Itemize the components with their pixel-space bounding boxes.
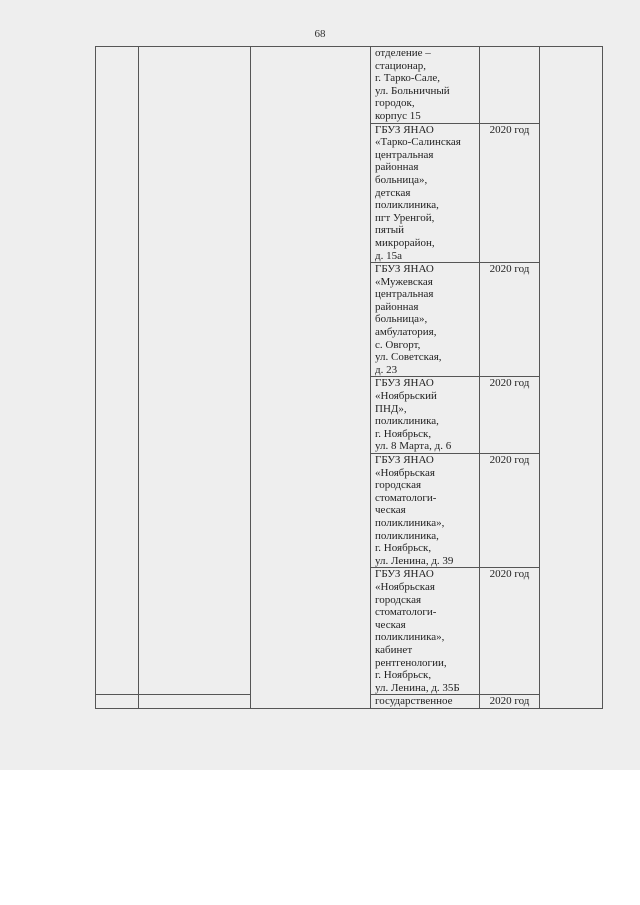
page-number: 68 — [314, 28, 326, 40]
table-row — [96, 47, 603, 124]
cell-number — [96, 695, 139, 709]
cell-location: отделение – стационар, г. Тарко-Сале, ул. Больничный городок, корпус 15 — [371, 47, 480, 124]
cell-location: ГБУЗ ЯНАО «Ноябрьская городская стоматологи- ческая поликлиника», поликлиника, г. Ноябрьск, ул. Ленина, д. 39 — [371, 454, 480, 568]
cell-location: ГБУЗ ЯНАО «Тарко-Салинская центральная районная больница», детская поликлиника, пгт Уренгой, пятый микрорайон, д. 15а — [371, 123, 480, 263]
cell-year: 2020 год — [480, 695, 540, 709]
cell-year: 2020 год — [480, 377, 540, 454]
cell-location: государственное — [371, 695, 480, 709]
cell-name — [139, 47, 251, 695]
cell-year: 2020 год — [480, 123, 540, 263]
cell-location: ГБУЗ ЯНАО «Ноябрьский ПНД», поликлиника, г. Ноябрьск, ул. 8 Марта, д. 6 — [371, 377, 480, 454]
cell-description — [251, 47, 371, 709]
cell-name — [139, 695, 251, 709]
cell-year: 2020 год — [480, 263, 540, 377]
cell-year: 2020 год — [480, 454, 540, 568]
facilities-table — [95, 46, 603, 709]
cell-number — [96, 47, 139, 695]
blank-margin — [0, 770, 640, 905]
cell-note — [540, 47, 603, 709]
cell-location: ГБУЗ ЯНАО «Мужевская центральная районная больница», амбулатория, с. Овгорт, ул. Советская, д. 23 — [371, 263, 480, 377]
cell-year: 2020 год — [480, 568, 540, 695]
cell-year — [480, 47, 540, 124]
cell-location: ГБУЗ ЯНАО «Ноябрьская городская стоматологи- ческая поликлиника», кабинет рентгенологии, г. Ноябрьск, ул. Ленина, д. 35Б — [371, 568, 480, 695]
